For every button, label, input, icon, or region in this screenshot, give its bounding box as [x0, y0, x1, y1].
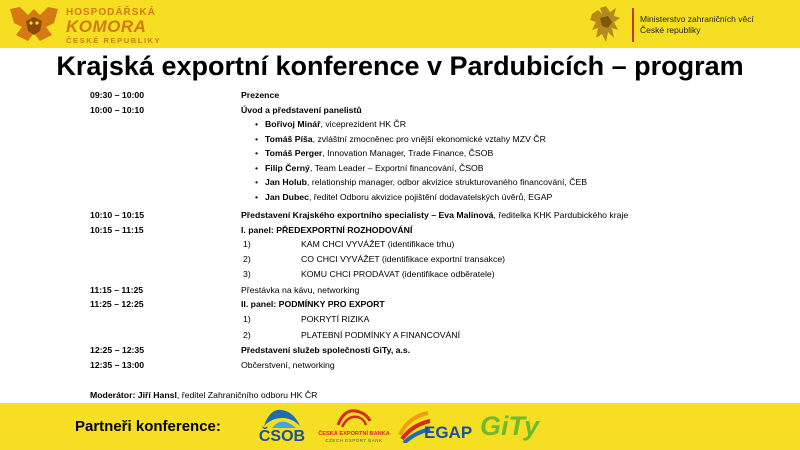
czech-coat-of-arms-icon [586, 4, 626, 46]
row-time: 12:35 – 13:00 [90, 359, 145, 370]
header-banner [0, 0, 800, 48]
mzv-separator [632, 8, 634, 42]
row-text: Představení služeb společnosti GiTy, a.s. [241, 345, 411, 355]
panelist-name: Filip Černý [265, 162, 310, 173]
ceb-logo[interactable] [318, 407, 390, 447]
hk-cr-logo[interactable] [6, 5, 226, 45]
topic-text: KOMU CHCI PRODÁVAT (identifikace odběratele) [301, 269, 495, 279]
row-text-detail: , ředitelka KHK Pardubického kraje [493, 210, 629, 220]
moderator-line [90, 390, 317, 400]
topic-number: 3) [243, 269, 251, 279]
row-time: 11:25 – 12:25 [90, 299, 144, 309]
panelist-role: , relationship manager, odbor akvizice strukturovaného financování, ČEB [307, 177, 588, 187]
hk-logo-line2: KOMORA [66, 17, 147, 36]
row-time: 10:10 – 10:15 [90, 210, 145, 220]
egap-logo[interactable] [398, 409, 473, 447]
moderator-label: Moderátor: Jiří Hansl [90, 390, 177, 400]
gity-logo[interactable] [480, 409, 540, 445]
bullet-icon: • [255, 133, 259, 144]
partners-label: Partneři konference: [75, 418, 221, 435]
egap-text: EGAP [424, 423, 473, 442]
panelist-name: Tomáš Píša [265, 133, 313, 144]
row-time: 10:15 – 11:15 [90, 224, 144, 235]
row-text: II. panel: PODMÍNKY PRO EXPORT [241, 299, 385, 309]
row-text: Občerstvení, networking [241, 359, 335, 370]
row-text: Úvod a představení panelistů [241, 104, 362, 115]
bullet-icon: • [255, 119, 259, 129]
panelist-role: , ředitel Odboru akvizice pojištění dodavatelských úvěrů, EGAP [308, 191, 553, 202]
panelist-name: Jan Holub [265, 177, 307, 187]
mzv-logo-line1: Ministerstvo zahraničních věcí [640, 14, 754, 24]
row-text: I. panel: PŘEDEXPORTNÍ ROZHODOVÁNÍ [241, 224, 413, 235]
topic-number: 1) [243, 314, 251, 324]
row-time: 09:30 – 10:00 [90, 90, 145, 100]
topic-number: 2) [243, 254, 251, 264]
hk-logo-line1: HOSPODÁŘSKÁ [66, 7, 156, 18]
csob-logo[interactable] [256, 406, 308, 448]
gity-text: GiTy [480, 411, 540, 441]
ceb-swirl-icon [334, 407, 374, 429]
row-time: 11:15 – 11:25 [90, 284, 144, 295]
mzv-logo-line2: České republiky [640, 25, 701, 35]
topic-text: PLATEBNÍ PODMÍNKY A FINANCOVÁNÍ [301, 329, 460, 340]
row-text: Přestávka na kávu, networking [241, 284, 360, 295]
bullet-icon: • [255, 191, 259, 202]
panelist-name: Jan Dubec [265, 191, 309, 202]
partners-banner [0, 403, 800, 450]
panelist-role: , Innovation Manager, Trade Finance, ČSOB [322, 148, 494, 158]
mzv-logo[interactable] [586, 4, 796, 46]
row-text: Prezence [241, 90, 280, 100]
panelist-name: Bořivoj Minář [265, 119, 321, 129]
panelist-role: , viceprezident HK ČR [320, 119, 406, 129]
page-title: Krajská exportní konference v Pardubicích – program [56, 51, 744, 81]
row-time: 10:00 – 10:10 [90, 104, 145, 115]
row-time: 12:25 – 12:35 [90, 345, 145, 355]
topic-number: 2) [243, 329, 251, 340]
panelist-role: , Team Leader – Exportní financování, ČSOB [309, 162, 484, 173]
topic-text: POKRYTÍ RIZIKA [301, 314, 370, 324]
csob-wave-icon [256, 406, 308, 430]
ceb-line1: ČESKÁ EXPORTNÍ BANKA [318, 431, 390, 437]
bullet-icon: • [255, 148, 259, 158]
topic-number: 1) [243, 239, 251, 249]
panelist-name: Tomáš Perger [265, 148, 323, 158]
csob-text: ČSOB [258, 428, 306, 445]
moderator-detail: , ředitel Zahraničního odboru HK ČR [176, 390, 318, 400]
panelist-role: , zvláštní zmocněnec pro vnější ekonomické vztahy MZV ČR [312, 133, 546, 144]
bullet-icon: • [255, 177, 259, 187]
hk-lion-emblem-icon [6, 5, 62, 45]
hk-logo-line3: ČESKÉ REPUBLIKY [66, 36, 162, 45]
bullet-icon: • [255, 162, 259, 173]
row-text: Představení Krajského exportního specialisty – Eva Malinová [241, 210, 494, 220]
ceb-line2: CZECH EXPORT BANK [325, 438, 383, 443]
topic-text: CO CHCI VYVÁŽET (identifikace exportní transakce) [301, 254, 506, 264]
topic-text: KAM CHCI VYVÁŽET (identifikace trhu) [301, 239, 455, 249]
